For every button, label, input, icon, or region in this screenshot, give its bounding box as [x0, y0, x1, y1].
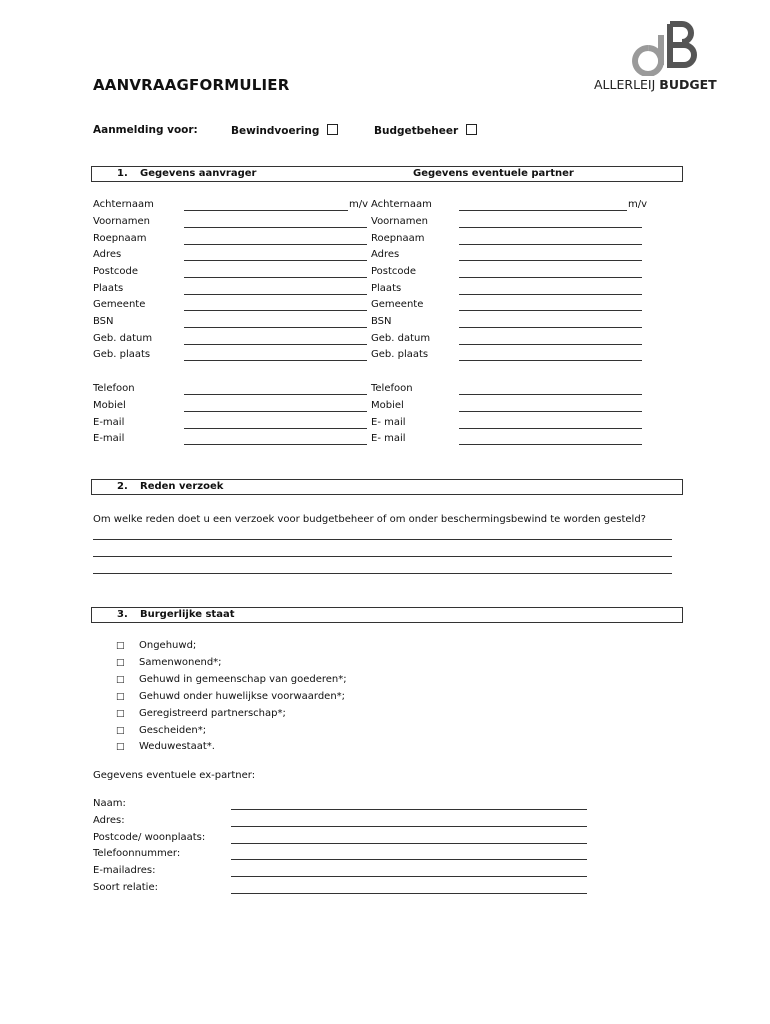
- partner-field-line[interactable]: [459, 244, 642, 245]
- partner-field-line[interactable]: [459, 277, 642, 278]
- applicant-field-label: Adres: [93, 249, 122, 260]
- budgetbeheer-checkbox[interactable]: [466, 124, 477, 135]
- civil-status-option: Weduwestaat*.: [139, 741, 215, 753]
- applicant-field-line[interactable]: [184, 444, 367, 445]
- ex-partner-field-line[interactable]: [231, 826, 587, 827]
- ex-partner-heading: Gegevens eventuele ex-partner:: [93, 770, 256, 781]
- partner-field-label: Voornamen: [371, 216, 428, 227]
- ex-partner-field-label: Soort relatie:: [93, 882, 158, 893]
- partner-field-line[interactable]: [459, 444, 642, 445]
- option-checkbox[interactable]: □: [116, 708, 125, 719]
- applicant-field-label: Achternaam: [93, 199, 154, 210]
- ex-partner-field-line[interactable]: [231, 876, 587, 877]
- applicant-field-label: Gemeente: [93, 299, 146, 310]
- partner-field-line[interactable]: [459, 310, 642, 311]
- option-checkbox[interactable]: □: [116, 657, 125, 668]
- applicant-field-line[interactable]: [184, 277, 367, 278]
- applicant-field-label: E-mail: [93, 417, 125, 428]
- allerleij-budget-logo: [590, 20, 740, 100]
- partner-field-line[interactable]: [459, 294, 642, 295]
- civil-status-option: Geregistreerd partnerschap*;: [139, 707, 286, 719]
- partner-field-label: BSN: [371, 316, 392, 327]
- civil-status-option: Gehuwd in gemeenschap van goederen*;: [139, 673, 347, 685]
- applicant-field-label: Plaats: [93, 283, 124, 294]
- partner-field-label: Achternaam: [371, 199, 432, 210]
- option-checkbox[interactable]: □: [116, 691, 125, 702]
- partner-field-label: E- mail: [371, 417, 406, 428]
- applicant-field-line[interactable]: [184, 360, 367, 361]
- section1-title: Gegevens aanvrager: [140, 168, 257, 179]
- section2-number: 2.: [117, 481, 128, 492]
- ex-partner-field-label: Telefoonnummer:: [93, 848, 181, 860]
- section2-header: [91, 479, 683, 495]
- applicant-field-label: Geb. datum: [93, 333, 153, 344]
- partner-title: Gegevens eventuele partner: [413, 168, 574, 179]
- partner-field-line[interactable]: [459, 260, 642, 261]
- option-checkbox[interactable]: □: [116, 674, 125, 685]
- budgetbeheer-label: Budgetbeheer: [374, 125, 459, 137]
- section1-number: 1.: [117, 168, 128, 179]
- civil-status-option: Samenwonend*;: [139, 656, 222, 668]
- budgetbeheer-option[interactable]: [374, 124, 477, 137]
- ex-partner-field-label: Naam:: [93, 798, 126, 809]
- partner-field-label: Geb. datum: [371, 333, 431, 344]
- bewindvoering-label: Bewindvoering: [231, 125, 320, 137]
- ex-partner-field-label: E-mailadres:: [93, 865, 156, 877]
- applicant-field-line[interactable]: [184, 244, 367, 245]
- applicant-field-line[interactable]: [184, 394, 367, 395]
- ex-partner-field-line[interactable]: [231, 859, 587, 860]
- partner-field-line[interactable]: [459, 327, 642, 328]
- applicant-mv-label: m/v: [349, 199, 369, 210]
- logo-text: [594, 77, 717, 92]
- logo-text-light: ALLERLEIJ: [594, 77, 656, 92]
- partner-field-label: Adres: [371, 249, 400, 260]
- applicant-field-label: BSN: [93, 316, 114, 327]
- logo-text-bold: BUDGET: [659, 77, 717, 92]
- partner-field-label: Mobiel: [371, 400, 404, 411]
- applicant-field-line[interactable]: [184, 294, 367, 295]
- ab-logo-icon: [590, 20, 740, 76]
- applicant-field-label: Mobiel: [93, 400, 126, 411]
- applicant-field-label: Roepnaam: [93, 233, 147, 244]
- section3-number: 3.: [117, 609, 128, 620]
- partner-field-line[interactable]: [459, 360, 642, 361]
- bewindvoering-checkbox[interactable]: [327, 124, 338, 135]
- partner-field-line[interactable]: [459, 428, 642, 429]
- applicant-field-label: Voornamen: [93, 216, 150, 227]
- partner-mv-label: m/v: [628, 199, 648, 210]
- civil-status-option: Gehuwd onder huwelijkse voorwaarden*;: [139, 690, 346, 702]
- aanmelding-label: Aanmelding voor:: [93, 124, 198, 136]
- applicant-field-line[interactable]: [184, 428, 367, 429]
- applicant-field-line[interactable]: [184, 344, 367, 345]
- civil-status-option: Ongehuwd;: [139, 640, 197, 651]
- reason-line-1[interactable]: [93, 539, 672, 540]
- applicant-field-label: E-mail: [93, 433, 125, 444]
- applicant-field-line[interactable]: [184, 210, 348, 211]
- applicant-field-label: Postcode: [93, 266, 139, 277]
- reason-line-2[interactable]: [93, 556, 672, 557]
- section1-header: [91, 166, 683, 182]
- partner-field-label: Telefoon: [371, 383, 413, 394]
- partner-field-label: Geb. plaats: [371, 349, 429, 360]
- section3-header: [91, 607, 683, 623]
- ex-partner-field-label: Adres:: [93, 814, 125, 826]
- partner-field-label: Plaats: [371, 283, 402, 294]
- reason-line-3[interactable]: [93, 573, 672, 574]
- ex-partner-field-label: Postcode/ woonplaats:: [93, 831, 206, 843]
- partner-field-label: Gemeente: [371, 299, 424, 310]
- ex-partner-field-line[interactable]: [231, 893, 587, 894]
- option-checkbox[interactable]: □: [116, 742, 125, 753]
- civil-status-option: Gescheiden*;: [139, 724, 207, 736]
- partner-field-label: Postcode: [371, 266, 417, 277]
- option-checkbox[interactable]: □: [116, 725, 125, 736]
- section2-title: Reden verzoek: [140, 481, 224, 492]
- section3-title: Burgerlijke staat: [140, 609, 235, 620]
- bewindvoering-option[interactable]: [231, 124, 338, 137]
- ex-partner-field-line[interactable]: [231, 843, 587, 844]
- applicant-field-label: Geb. plaats: [93, 349, 151, 360]
- ex-partner-field-line[interactable]: [231, 809, 587, 810]
- applicant-field-line[interactable]: [184, 310, 367, 311]
- partner-field-line[interactable]: [459, 394, 642, 395]
- reason-question: Om welke reden doet u een verzoek voor budgetbeheer of om onder beschermingsbewind te worden gesteld?: [93, 514, 646, 525]
- applicant-field-line[interactable]: [184, 411, 367, 412]
- partner-field-label: E- mail: [371, 433, 406, 444]
- partner-field-line[interactable]: [459, 411, 642, 412]
- option-checkbox[interactable]: □: [116, 641, 125, 651]
- partner-field-line[interactable]: [459, 227, 642, 228]
- form-title: AANVRAAGFORMULIER: [93, 76, 290, 94]
- partner-field-line[interactable]: [459, 210, 627, 211]
- applicant-field-label: Telefoon: [93, 383, 135, 394]
- partner-field-line[interactable]: [459, 344, 642, 345]
- applicant-field-line[interactable]: [184, 227, 367, 228]
- applicant-field-line[interactable]: [184, 260, 367, 261]
- applicant-field-line[interactable]: [184, 327, 367, 328]
- partner-field-label: Roepnaam: [371, 233, 425, 244]
